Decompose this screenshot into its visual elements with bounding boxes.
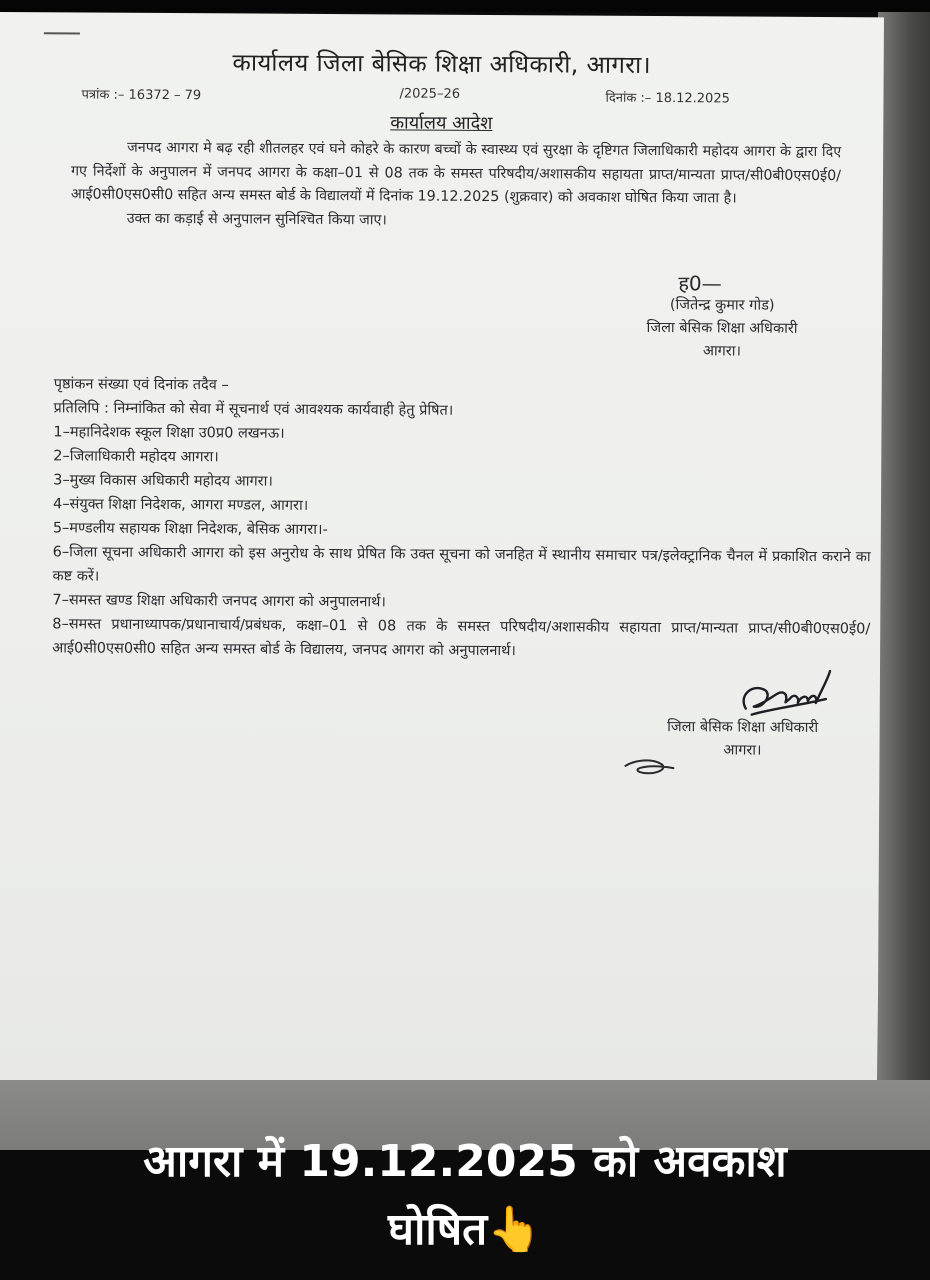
copy-item: 8–समस्त प्रधानाध्यापक/प्रधानाचार्य/प्रबंधक, कक्षा–01 से 08 तक के समस्त परिषदीय/अशासकीय सहायता प्राप्त/मान्यता प्राप्त/सी0बी0एस0ई0/ आई0सी0एस0सी0 सहित अन्य समस्त बोर्ड के विद्यालय, जनपद आगरा को अनुपालनार्थ। bbox=[52, 616, 871, 660]
copy-item: 7–समस्त खण्ड शिक्षा अधिकारी जनपद आगरा को अनुपालनार्थ। bbox=[52, 592, 386, 611]
reference-number: पत्रांक :– 16372 – 79 bbox=[81, 87, 202, 104]
copy-item: 6–जिला सूचना अधिकारी आगरा को इस अनुरोध के साथ प्रेषित कि उक्त सूचना को जनहित में स्थानीय समाचार पत्र/इलेक्ट्रानिक चैनल में प्रकाशित कराने का कष्ट करें। bbox=[52, 544, 871, 585]
caption-line-1: आगरा में 19.12.2025 को अवकाश bbox=[143, 1136, 787, 1187]
footer-designation: जिला बेसिक शिक्षा अधिकारी bbox=[667, 719, 819, 737]
copy-item: 5–मण्डलीय सहायक शिक्षा निदेशक, बेसिक आगरा।- bbox=[52, 520, 328, 539]
session-year: /2025–26 bbox=[399, 86, 461, 102]
order-body bbox=[71, 136, 842, 235]
compliance-line: उक्त का कड़ाई से अनुपालन सुनिश्चित किया जाए। bbox=[126, 210, 387, 228]
copy-item: 3–मुख्य विकास अधिकारी महोदय आगरा। bbox=[53, 472, 273, 490]
document-photo bbox=[0, 12, 884, 1085]
signatory-block bbox=[582, 294, 862, 365]
order-paragraph: जनपद आगरा मे बढ़ रही शीतलहर एवं घने कोहरे के कारण बच्चों के स्वास्थ्य एवं सुरक्षा के दृष्टिगत जिलाधिकारी महोदय आगरा के द्वारा दिए गए निर्देशों के अनुपालन में जनपद आगरा के कक्षा–01 से 08 तक के समस्त परिषदीय/अशासकीय सहायता प्राप्त/मान्यता प्राप्त/सी0बी0एस0ई0/आई0सी0एस0सी0 सहित अन्य समस्त बोर्ड के विद्यालयों में दिनांक 19.12.2025 (शुक्रवार) को अवकाश घोषित किया जाता है। bbox=[70, 139, 842, 207]
signatory-initials: ह0— bbox=[678, 271, 722, 296]
footer-place: आगरा। bbox=[723, 742, 762, 759]
copy-section bbox=[52, 372, 872, 665]
copy-item: 4–संयुक्त शिक्षा निदेशक, आगरा मण्डल, आगरा। bbox=[52, 496, 309, 514]
background-edge bbox=[878, 12, 930, 1080]
corner-pen-mark bbox=[44, 32, 80, 34]
top-black-bar bbox=[0, 0, 930, 12]
endorsement-line: पृष्ठांकन संख्या एवं दिनांक तदैव – bbox=[53, 376, 229, 394]
copy-intro: प्रतिलिपि : निम्नांकित को सेवा में सूचनार्थ एवं आवश्यक कार्यवाही हेतु प्रेषित। bbox=[53, 400, 454, 419]
signatory-place: आगरा। bbox=[702, 343, 742, 360]
initial-scribble bbox=[621, 754, 681, 780]
copy-item: 1–महानिदेशक स्कूल शिक्षा उ0प्र0 लखनऊ। bbox=[53, 424, 285, 442]
signatory-designation: जिला बेसिक शिक्षा अधिकारी bbox=[646, 319, 798, 337]
order-date: दिनांक :– 18.12.2025 bbox=[605, 90, 730, 107]
signatory-name: (जितेन्द्र कुमार गोड) bbox=[669, 297, 775, 314]
office-title: कार्यालय जिला बेसिक शिक्षा अधिकारी, आगरा। bbox=[232, 48, 652, 79]
news-caption bbox=[0, 1128, 930, 1264]
caption-line-2: घोषित👆 bbox=[387, 1204, 543, 1255]
copy-item: 2–जिलाधिकारी महोदय आगरा। bbox=[53, 448, 219, 466]
order-title: कार्यालय आदेश bbox=[390, 112, 493, 135]
